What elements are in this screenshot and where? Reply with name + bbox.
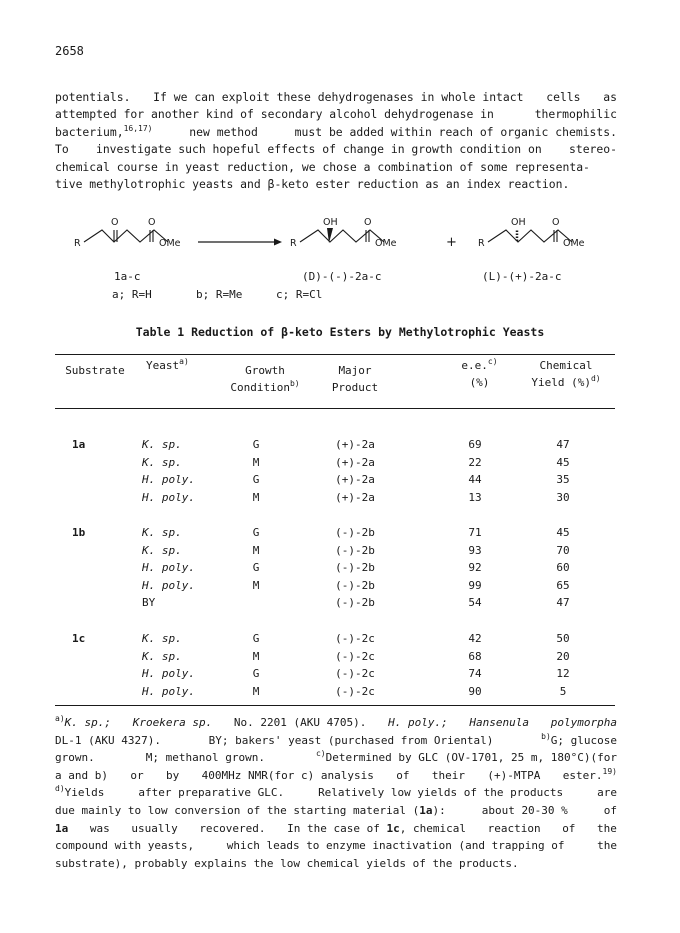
text-span [55, 802, 446, 820]
table-cell-yeast: H. poly. [142, 667, 195, 681]
atom-ome: OMe [563, 238, 585, 249]
table-cell-product: (-)-2c [335, 632, 375, 645]
table-cell-ee: 13 [468, 490, 482, 504]
table-cell-product: (-)-2b [335, 596, 375, 610]
table-cell-condition: G [252, 561, 260, 575]
text-span: bacterium, [55, 124, 124, 139]
table-cell-condition: M [252, 684, 260, 698]
atom-r: R [478, 238, 485, 249]
table-cell-yield: 47 [556, 596, 570, 610]
reaction-arrow [198, 239, 282, 246]
table-cell-condition: G [252, 667, 260, 681]
atom-r: R [74, 238, 81, 249]
footnote-marker: c) [487, 357, 498, 366]
atom-o: O [111, 217, 119, 228]
text-span [316, 749, 617, 767]
text-italic: Kroekera sp. [132, 716, 213, 729]
table-cell-yeast: K. sp. [142, 543, 182, 557]
header-text: e.e. [461, 359, 488, 372]
text-span: G; glucose [550, 733, 617, 747]
substituent-label: b; R=Me [196, 288, 243, 301]
text-span: No. 2201 (AKU 4705). [233, 716, 367, 729]
footnote-line [55, 837, 617, 855]
table-cell-yeast: K. sp. [142, 526, 182, 539]
table-cell-product: (+)-2a [335, 473, 375, 487]
table-cell-ee: 71 [468, 526, 482, 539]
text-span: due mainly to low conversion of the starting material ( [55, 803, 420, 817]
text-span: thermophilic [534, 107, 617, 122]
footnote-marker: a) [55, 714, 65, 723]
table-cell-yeast: K. sp. [142, 455, 182, 469]
intro-line [55, 89, 617, 106]
atom-ome: OMe [375, 238, 397, 249]
compound-label-d: (D)-(-)-2a-c [302, 270, 382, 283]
table-cell-ee: 44 [468, 473, 482, 487]
compound-ref: 1a [419, 803, 433, 817]
table-cell-yield: 30 [556, 490, 570, 504]
text-span [563, 767, 617, 785]
table-bottom-rule [55, 705, 615, 706]
text-span [541, 732, 617, 750]
text-span: the [597, 821, 617, 835]
table-cell-ee: 69 [468, 438, 482, 451]
table-cell-ee: 92 [468, 561, 482, 575]
text-span: attempted for another kind of secondary alcohol dehydrogenase in [55, 107, 494, 122]
table-cell-yeast: K. sp. [142, 632, 182, 645]
text-span: reaction [487, 821, 541, 835]
atom-oh: OH [323, 217, 338, 228]
table-cell-ee: 93 [468, 543, 482, 557]
text-span: (+)-MTPA [487, 768, 541, 782]
text-span: must be added within reach of organic chemists. [294, 124, 617, 139]
footnote-line [55, 749, 617, 767]
text-span: of [396, 768, 410, 782]
table-cell-condition: M [252, 649, 260, 663]
footnote-marker: d) [590, 374, 601, 383]
text-span: ester. [562, 768, 603, 782]
text-span: chemical course in yeast reduction, we chose a combination of some representa- [55, 159, 590, 174]
table-cell-condition: M [252, 490, 260, 504]
text-span: are [597, 786, 617, 800]
header-major-product [320, 362, 390, 396]
header-text: Condition [230, 381, 290, 394]
table-cell-product: (-)-2b [335, 526, 375, 539]
text-span: after preparative GLC. [138, 786, 285, 800]
table-cell-yield: 47 [556, 438, 570, 451]
footnote-line [55, 714, 617, 732]
table-cell-ee: 42 [468, 632, 482, 645]
text-italic: K. sp.; [64, 716, 111, 729]
reference-superscript: 19) [602, 766, 617, 776]
text-span: investigate such hopeful effects of change in growth condition on [95, 142, 542, 157]
header-text: Product [331, 381, 379, 394]
table-cell-yield: 50 [556, 632, 570, 645]
text-span: grown. [55, 751, 95, 765]
text-italic: polymorpha [550, 716, 617, 729]
header-chemical-yield [520, 357, 612, 391]
intro-line [55, 124, 617, 141]
table-cell-product: (-)-2c [335, 649, 375, 663]
text-span [55, 784, 104, 802]
page-number: 2658 [55, 44, 84, 58]
table-cell-ee: 99 [468, 578, 482, 592]
text-span: tive methylotrophic yeasts and β-keto ester reduction as an index reaction. [55, 177, 570, 192]
intro-line [55, 141, 617, 158]
table-header-rule [55, 408, 615, 409]
text-span: potentials. [55, 90, 131, 104]
table-cell-yeast: H. poly. [142, 490, 195, 504]
text-span: or [130, 768, 144, 782]
text-span: Yields [64, 786, 105, 800]
intro-line [55, 106, 617, 123]
table-cell-yield: 60 [556, 561, 570, 575]
footnote-line [55, 855, 617, 873]
table-cell-product: (+)-2a [335, 455, 375, 469]
header-growth-condition [215, 362, 315, 396]
table-cell-ee: 90 [468, 684, 482, 698]
text-span [287, 820, 466, 838]
header-yeast-text: Yeast [146, 359, 180, 372]
table-cell-yield: 65 [556, 578, 570, 592]
footnotes [55, 714, 617, 872]
text-italic: Hansenula [469, 716, 530, 729]
table-cell-condition: M [252, 455, 260, 469]
table-title: Table 1 Reduction of β-keto Esters by Methylotrophic Yeasts [135, 325, 545, 339]
atom-ome: OMe [159, 238, 181, 249]
table-cell-yield: 45 [556, 526, 570, 539]
footnote-marker: b) [541, 731, 551, 741]
hydroxy-ester-d-structure [300, 230, 384, 242]
header-substrate: Substrate [65, 364, 125, 377]
table-cell-condition: M [252, 578, 260, 592]
table-cell-substrate: 1b [72, 526, 86, 539]
text-span: by [166, 768, 180, 782]
footnote-marker: a) [179, 357, 189, 366]
text-span: recovered. [199, 821, 266, 835]
text-span: , chemical [399, 821, 466, 835]
atom-oh: OH [511, 217, 526, 228]
text-span: Relatively low yields of the products [318, 786, 564, 800]
table-cell-yeast: K. sp. [142, 438, 182, 451]
table-cell-condition: G [252, 473, 260, 487]
compound-ref: 1a [55, 821, 69, 835]
table-cell-condition: M [252, 543, 260, 557]
table-cell-yeast: H. poly. [142, 561, 195, 575]
reference-superscript: 16,17) [123, 123, 153, 133]
text-span: the [597, 839, 617, 853]
header-text: Growth [245, 364, 285, 377]
footnote-marker: c) [315, 749, 326, 759]
table-cell-product: (-)-2b [335, 578, 375, 592]
footnote-marker: b) [289, 379, 300, 388]
text-span: about 20-30 % [481, 803, 568, 817]
table-cell-condition: G [252, 438, 260, 451]
header-yeast [146, 357, 189, 374]
text-span: If we can exploit these dehydrogenases in whole intact [153, 90, 524, 104]
text-span: M; methanol grown. [145, 751, 265, 765]
text-span: compound with yeasts, [55, 839, 195, 853]
header-text: Chemical [539, 359, 593, 372]
table-cell-condition: G [252, 632, 260, 645]
hydroxy-ester-l-structure [488, 229, 572, 242]
text-span: To [55, 142, 69, 157]
table-cell-product: (-)-2c [335, 667, 375, 681]
table-cell-product: (-)-2c [335, 684, 375, 698]
text-span: their [431, 768, 465, 782]
text-span [55, 124, 152, 141]
footnote-line [55, 732, 617, 750]
atom-o: O [148, 217, 156, 228]
text-span: new method [189, 124, 258, 139]
table-cell-product: (-)-2b [335, 561, 375, 575]
table-cell-yield: 5 [559, 684, 567, 698]
header-ee [452, 357, 507, 391]
text-span [55, 714, 111, 732]
footnote-line [55, 802, 617, 820]
header-text: Yield (%) [531, 376, 591, 389]
text-span: stereo- [568, 142, 617, 157]
text-span: In the case of [287, 821, 380, 835]
footnote-line [55, 820, 617, 838]
text-span: of [562, 821, 576, 835]
text-italic: H. poly.; [388, 716, 448, 729]
table-cell-yeast: K. sp. [142, 649, 182, 663]
table-cell-ee: 74 [468, 667, 482, 681]
text-span: as [603, 90, 617, 104]
table-cell-yield: 35 [556, 473, 570, 487]
footnote-marker: d) [55, 784, 65, 794]
text-span: 400MHz NMR(for c) analysis [201, 768, 374, 782]
table-cell-yield: 45 [556, 455, 570, 469]
table-cell-yeast: H. poly. [142, 473, 195, 487]
table-cell-condition: G [252, 526, 260, 539]
table-cell-yeast: H. poly. [142, 684, 195, 698]
reaction-scheme [70, 210, 610, 310]
compound-label-start: 1a-c [114, 270, 141, 283]
atom-o: O [552, 217, 560, 228]
text-span: Determined by GLC (OV-1701, 25 m, 180°C)(for [325, 751, 617, 765]
atom-o: O [364, 217, 372, 228]
table-cell-ee: 22 [468, 455, 482, 469]
text-span: DL-1 (AKU 4327). [55, 733, 161, 747]
text-span: of [603, 803, 617, 817]
table-top-rule [55, 354, 615, 355]
text-span: usually [131, 821, 178, 835]
header-text: (%) [469, 376, 490, 389]
text-span: ): [432, 803, 446, 817]
substituent-label: a; R=H [112, 288, 152, 301]
table-cell-product: (+)-2a [335, 438, 375, 451]
plus-sign: + [446, 235, 457, 250]
compound-label-l: (L)-(+)-2a-c [482, 270, 562, 283]
footnote-line [55, 767, 617, 785]
table-cell-ee: 68 [468, 649, 482, 663]
text-span: cells [546, 90, 581, 104]
text-span: which leads to enzyme inactivation (and trapping of [226, 839, 565, 853]
text-span: was [89, 821, 110, 835]
substituent-label: c; R=Cl [276, 288, 323, 301]
atom-r: R [290, 238, 297, 249]
table-cell-yield: 12 [556, 667, 570, 681]
compound-ref: 1c [386, 821, 400, 835]
table-cell-yeast: BY [142, 596, 156, 610]
table-cell-ee: 54 [468, 596, 482, 610]
table-cell-yeast: H. poly. [142, 578, 195, 592]
intro-line [55, 176, 617, 193]
text-span: a and b) [55, 768, 108, 782]
table-cell-product: (-)-2b [335, 543, 375, 557]
text-span: BY; bakers' yeast (purchased from Oriental) [208, 733, 494, 747]
table-cell-substrate: 1a [72, 438, 86, 451]
table-cell-yield: 70 [556, 543, 570, 557]
footnote-line [55, 784, 617, 802]
table-cell-product: (+)-2a [335, 490, 375, 504]
table-cell-yield: 20 [556, 649, 570, 663]
header-text: Major [338, 364, 372, 377]
intro-line [55, 159, 617, 176]
table-cell-substrate: 1c [72, 632, 86, 645]
intro-paragraph [55, 89, 617, 193]
keto-ester-structure [84, 230, 168, 242]
text-span: substrate), probably explains the low chemical yields of the products. [55, 856, 519, 870]
